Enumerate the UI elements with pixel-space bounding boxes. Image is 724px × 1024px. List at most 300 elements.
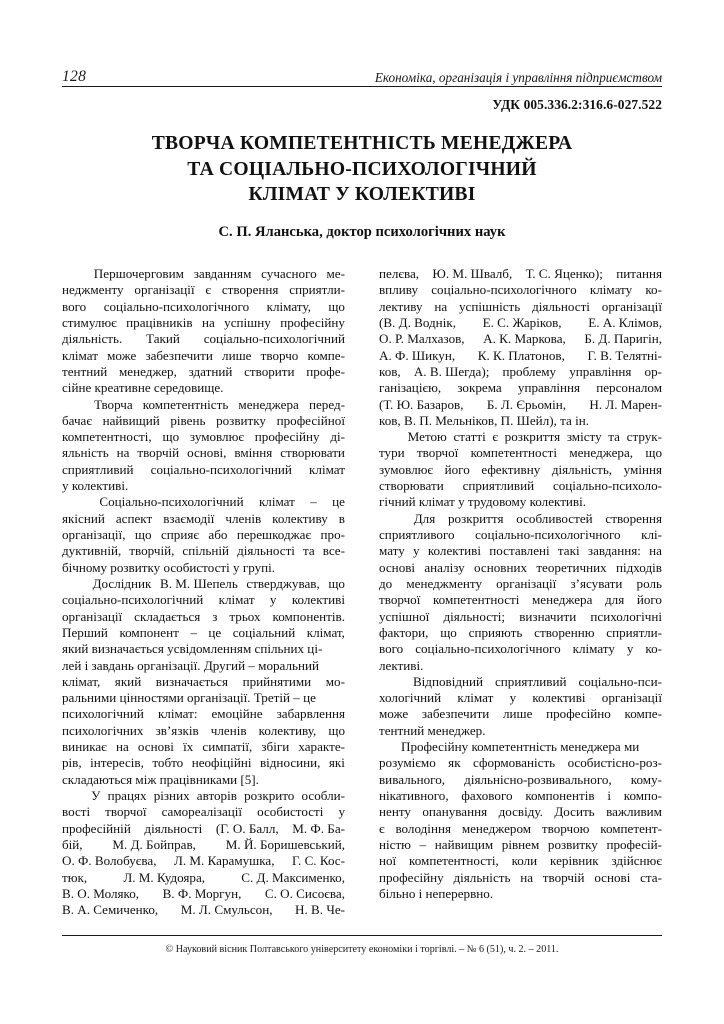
word: клімат: [309, 461, 345, 477]
word: ков, В. П. Мельніков, П. Шейл), та ін.: [379, 412, 590, 428]
word: профе-: [306, 363, 345, 379]
word: компетент-: [600, 820, 662, 836]
text-line: [379, 723, 662, 739]
word: клімат: [258, 494, 295, 510]
word: сформованість: [472, 755, 556, 771]
word: що: [328, 575, 345, 591]
text-line: [62, 870, 345, 886]
word: здійснює: [611, 853, 662, 869]
word: його: [444, 461, 470, 477]
paragraph-indent: [62, 788, 84, 804]
word: Г. В. Телятні-: [587, 347, 662, 363]
text-line: [379, 658, 662, 674]
word: ефективну: [481, 461, 541, 477]
udc-code: УДК 005.336.2:316.6-027.522: [492, 97, 662, 112]
word: ганізацією,: [379, 380, 442, 396]
text-line: [379, 315, 662, 331]
word: організації: [601, 690, 662, 706]
word: створенню: [534, 624, 595, 640]
word: основі: [379, 559, 416, 575]
text-line: [62, 282, 345, 298]
word: ністю: [379, 836, 411, 852]
word: Першочерговим: [93, 266, 184, 281]
text-line: [62, 625, 345, 641]
word: Б. Л. Єрьомін,: [486, 396, 566, 412]
text-line: [62, 413, 345, 429]
text-line: [379, 609, 662, 625]
word: членів: [210, 722, 247, 738]
text-line: [62, 739, 345, 755]
word: працях: [107, 788, 147, 803]
text-line: [62, 706, 345, 722]
text-line: [62, 348, 345, 364]
word: які: [328, 755, 345, 771]
text-line: [379, 674, 662, 690]
word: Н. Л. Марен-: [589, 396, 662, 412]
word: Перший: [62, 624, 108, 640]
text-line: [379, 478, 662, 494]
text-line: [62, 315, 345, 331]
word: О. Ф. Волобуєва,: [62, 853, 157, 869]
text-line: [379, 494, 662, 510]
paragraph-indent: [62, 397, 84, 413]
word: виникає: [62, 739, 107, 755]
word: Соціально-психологічний: [99, 494, 244, 510]
word: В. Ф. Моргун,: [162, 885, 242, 901]
word: і: [607, 788, 611, 803]
word: якісний: [62, 510, 105, 526]
word: завданням: [193, 266, 252, 281]
word: Дослідник: [92, 575, 152, 591]
paragraph: [62, 494, 345, 576]
word: діяльності;: [443, 608, 506, 624]
word: сприятли-: [606, 624, 662, 640]
word: поставлені: [489, 543, 550, 559]
word: створити: [244, 363, 295, 379]
word: важливим: [606, 804, 662, 820]
word: збіги: [261, 739, 290, 755]
word: Л. М. Карамушка,: [173, 853, 275, 869]
text-line: [62, 511, 345, 527]
word: створення: [605, 510, 662, 526]
word: клі-: [641, 527, 662, 542]
text-line: [379, 348, 662, 364]
word: найвищим: [434, 836, 494, 852]
word: творчій,: [129, 543, 175, 559]
word: С. Д. Максименко,: [241, 869, 345, 885]
word: особистісно-роз-: [567, 755, 662, 771]
word: професій-: [606, 836, 662, 852]
text-line: [379, 837, 662, 853]
text-line: [62, 641, 345, 657]
word: стимулює: [62, 314, 117, 330]
word: К. К. Платонов,: [477, 347, 565, 363]
word: А. Ф. Шикун,: [379, 347, 456, 363]
word: тентний: [62, 363, 108, 379]
word: та: [608, 429, 620, 445]
word: що: [134, 527, 152, 542]
word: творчою: [541, 820, 590, 836]
text-line: [379, 413, 662, 429]
word: характе-: [298, 739, 345, 755]
word: фактори,: [379, 624, 429, 640]
word: ко-: [645, 641, 662, 657]
word: є: [379, 820, 385, 836]
left-column: [62, 266, 345, 926]
text-line: [379, 282, 662, 298]
word: компо-: [623, 788, 662, 803]
word: кому-: [630, 771, 662, 787]
title-line-1: ТВОРЧА КОМПЕТЕНТНІСТЬ МЕНЕДЖЕРА: [151, 133, 573, 154]
word: В. А. Семиченко,: [62, 902, 159, 918]
word: компе-: [624, 706, 662, 722]
paragraph: [379, 674, 662, 739]
text-line: [379, 625, 662, 641]
word: на: [520, 869, 534, 885]
text-line: [379, 788, 662, 804]
word: гічний клімат у трудовому колективі.: [379, 494, 587, 510]
word: зумовлює: [379, 461, 434, 477]
word: струк-: [626, 429, 662, 445]
word: діяльність,: [551, 461, 613, 477]
word: компонентів: [525, 788, 595, 803]
word: клімат:: [157, 706, 198, 722]
page-number: 128: [62, 67, 87, 85]
word: компонентів.: [272, 608, 345, 624]
word: створення: [221, 282, 279, 298]
text-line: [379, 397, 662, 413]
text-line: [379, 511, 662, 527]
word: клімат,: [62, 673, 101, 689]
word: лективі.: [379, 657, 424, 673]
word: колективу: [272, 510, 328, 526]
word: Для: [413, 510, 436, 526]
word: рівень: [170, 412, 206, 428]
word: опанування: [422, 804, 488, 820]
word: менеджером: [461, 820, 532, 836]
word: Г. С. Кос-: [291, 853, 345, 869]
text-line: [62, 609, 345, 625]
word: Відповідний: [412, 673, 484, 689]
word: у: [509, 690, 517, 706]
word: соціально-психоло-: [552, 478, 662, 494]
word: організації: [62, 608, 123, 624]
word: лише: [502, 706, 533, 722]
paragraph-indent: [379, 739, 401, 755]
word: організації: [496, 575, 557, 591]
word: керівник: [550, 853, 599, 869]
word: соціально-психологічний: [150, 461, 292, 477]
word: або: [208, 527, 228, 542]
word: як: [448, 755, 461, 771]
word: соціально-психологічного: [415, 641, 561, 657]
text-line: [379, 755, 662, 771]
word: компетентності: [470, 445, 558, 461]
word: у: [626, 641, 634, 657]
word: з: [212, 608, 218, 624]
article-title: [62, 131, 662, 208]
word: соціально-психологічний: [203, 331, 345, 347]
word: що: [162, 429, 180, 445]
paragraph-indent: [62, 266, 84, 282]
word: професійну: [254, 429, 320, 445]
paragraph: [379, 739, 662, 902]
word: –: [310, 494, 317, 510]
word: соціально-психологічного: [431, 282, 577, 298]
word: це: [208, 624, 222, 640]
word: мату: [379, 543, 405, 559]
word: С. О. Сисоєва,: [264, 885, 345, 901]
word: М. Л. Смульсон,: [180, 902, 273, 918]
word: його: [636, 592, 662, 608]
word: клімату: [572, 641, 615, 657]
word: колективі: [291, 592, 345, 608]
text-line: [379, 445, 662, 461]
word: Е. А. Клімов,: [588, 314, 662, 330]
word: здатний: [188, 363, 233, 379]
text-line: [62, 364, 345, 380]
running-head: [62, 62, 662, 84]
word: на: [115, 739, 129, 755]
word: мо-: [325, 673, 345, 689]
word: А. К. Маркова,: [483, 331, 566, 347]
word: забарвлення: [276, 706, 345, 722]
word: створювати: [379, 478, 444, 494]
footer-divider: [62, 935, 662, 936]
word: М. Й. Боришевський,: [225, 836, 345, 852]
word: проблему: [502, 363, 557, 379]
word: найвищий: [102, 412, 160, 428]
word: основних: [474, 559, 528, 575]
word: клімату,: [266, 298, 311, 314]
word: Е. С. Жаріков,: [482, 314, 562, 330]
text-line: [62, 429, 345, 445]
text-line: [62, 576, 345, 592]
word: сприятли-: [289, 282, 345, 298]
word: успішність: [459, 298, 521, 314]
body-columns: [62, 266, 662, 926]
word: вості: [62, 804, 91, 820]
word: розкриття: [448, 510, 504, 526]
word: неджменту: [62, 282, 124, 298]
word: коли: [511, 853, 538, 869]
word: рівнем: [501, 836, 540, 852]
text-line: [379, 364, 662, 380]
title-line-3: КЛІМАТ У КОЛЕКТИВІ: [248, 184, 476, 206]
text-line: [379, 543, 662, 559]
word: психологічний: [62, 706, 144, 722]
word: уміння: [623, 461, 662, 477]
word: самореалізації: [161, 804, 243, 820]
word: впливу: [379, 282, 419, 298]
word: прийнятими: [242, 673, 312, 689]
word: перед-: [308, 396, 345, 412]
word: яльність: [62, 445, 109, 461]
text-line: [62, 690, 345, 706]
title-line-2: ТА СОЦІАЛЬНО-ПСИХОЛОГІЧНИЙ: [187, 158, 537, 180]
word: Такий: [146, 331, 180, 347]
header-divider: [62, 86, 662, 87]
word: працівників: [126, 314, 193, 330]
word: професійну: [379, 869, 444, 885]
word: успішної: [379, 608, 430, 624]
word: лей і завдань організації. Другий – моральний: [62, 657, 320, 673]
paragraph: [379, 266, 662, 429]
word: клімату: [589, 282, 633, 298]
word: компонент: [119, 624, 179, 640]
word: компетентність: [142, 396, 229, 412]
text-line: [379, 429, 662, 445]
word: фахового: [461, 788, 513, 803]
paragraph-indent: [62, 576, 84, 592]
text-line: [62, 772, 345, 788]
right-column: [379, 266, 662, 926]
word: клімат: [62, 347, 98, 363]
word: менеджера: [238, 396, 299, 412]
text-line: [62, 543, 345, 559]
text-line: [379, 527, 662, 543]
word: соціально-психологічного: [103, 298, 250, 314]
word: взаємодії: [163, 510, 215, 526]
word: зв’язків: [155, 722, 199, 738]
text-line: [379, 592, 662, 608]
text-line: [62, 837, 345, 853]
word: є: [492, 429, 499, 445]
word: менеджменту: [406, 575, 482, 591]
word: сприятливого: [379, 527, 455, 542]
word: бічному розвитку особистості у групі.: [62, 559, 276, 575]
word: розвитку: [216, 412, 266, 428]
word: соціальний: [232, 624, 296, 640]
word: вивального,: [379, 771, 446, 787]
word: Б. Д. Паригін,: [584, 331, 662, 347]
word: змісту: [566, 429, 602, 445]
word: творчої: [416, 445, 459, 461]
text-line: [379, 331, 662, 347]
word: –: [419, 836, 427, 852]
word: стверджував,: [246, 575, 320, 591]
word: колективі: [427, 543, 481, 559]
word: сприятливий: [494, 673, 567, 689]
word: який: [114, 673, 142, 689]
word: діяльності: [532, 298, 590, 314]
word: про-: [320, 527, 345, 542]
word: творчій: [542, 869, 585, 885]
paragraph: [62, 788, 345, 919]
word: тюк,: [62, 869, 88, 885]
word: пелєва,: [379, 266, 420, 281]
word: може: [107, 347, 137, 363]
word: основі: [594, 869, 631, 885]
text-line: [379, 739, 662, 755]
word: В. М. Шепель: [159, 575, 238, 591]
word: визначається: [155, 673, 228, 689]
word: –: [190, 624, 197, 640]
author-byline: С. П. Яланська, доктор психологічних наук: [218, 224, 506, 240]
word: підходів: [615, 559, 662, 575]
word: професійну: [280, 314, 345, 330]
word: сприяє: [160, 527, 199, 542]
word: трьох: [229, 608, 261, 624]
word: на: [116, 445, 130, 461]
word: основі,: [187, 445, 227, 461]
word: сійне креативне середовище.: [62, 380, 224, 396]
word: що: [645, 445, 662, 461]
word: відносини,: [259, 755, 321, 771]
word: управління: [569, 363, 632, 379]
text-line: [62, 821, 345, 837]
text-line: [379, 772, 662, 788]
text-line: [62, 804, 345, 820]
text-line: [62, 462, 345, 478]
word: який визначається усвідомленням спільних ці-: [62, 641, 323, 657]
word: М. Ф. Ба-: [292, 820, 345, 836]
word: компетентності,: [409, 853, 499, 869]
word: тобто: [152, 755, 184, 771]
word: Н. В. Че-: [295, 902, 345, 918]
word: соціально-пси-: [578, 673, 662, 689]
word: Т. С. Яценко);: [525, 266, 603, 281]
word: О. Р. Малхазов,: [379, 331, 465, 347]
word: діяльність: [453, 869, 511, 885]
text-line: [62, 902, 345, 918]
word: творчої: [105, 804, 147, 820]
text-line: [379, 266, 662, 282]
paragraph: [379, 511, 662, 674]
word: професійної: [276, 412, 345, 428]
word: питання: [616, 266, 662, 281]
word: психологічних: [62, 722, 144, 738]
word: нікативного,: [379, 788, 449, 803]
word: що: [440, 624, 457, 640]
word: бій,: [62, 836, 83, 852]
word: тентний менеджер.: [379, 722, 486, 738]
text-line: [379, 870, 662, 886]
text-line: [379, 821, 662, 837]
word: теоретичних: [536, 559, 607, 575]
text-line: [62, 886, 345, 902]
text-line: [379, 641, 662, 657]
paragraph: [62, 576, 345, 788]
word: симпатії,: [202, 739, 253, 755]
word: Досить: [554, 804, 595, 820]
word: аналізу: [424, 559, 465, 575]
word: їх: [183, 739, 194, 755]
text-line: [62, 331, 345, 347]
word: зумовлює: [189, 429, 244, 445]
word: діяльність.: [62, 331, 123, 347]
word: емоційне: [211, 706, 263, 722]
word: персоналом: [596, 380, 662, 396]
word: ненту: [379, 804, 411, 820]
word: членів: [225, 510, 262, 526]
paragraph-indent: [379, 511, 401, 527]
word: завдання:: [587, 543, 641, 559]
text-line: [62, 527, 345, 543]
word: ральними цінностями організації. Третій – це: [62, 690, 316, 706]
text-line: [379, 462, 662, 478]
word: роль: [636, 575, 662, 591]
word: Професійну компетентність менеджера ми: [401, 739, 640, 755]
word: (В. Д. Воднік,: [379, 314, 456, 330]
word: рів,: [62, 755, 82, 771]
word: інтересів,: [90, 755, 144, 771]
word: організації: [134, 282, 195, 298]
word: ста-: [640, 869, 662, 885]
word: Творча: [94, 396, 133, 412]
text-line: [62, 445, 345, 461]
word: розкриття: [504, 429, 561, 445]
